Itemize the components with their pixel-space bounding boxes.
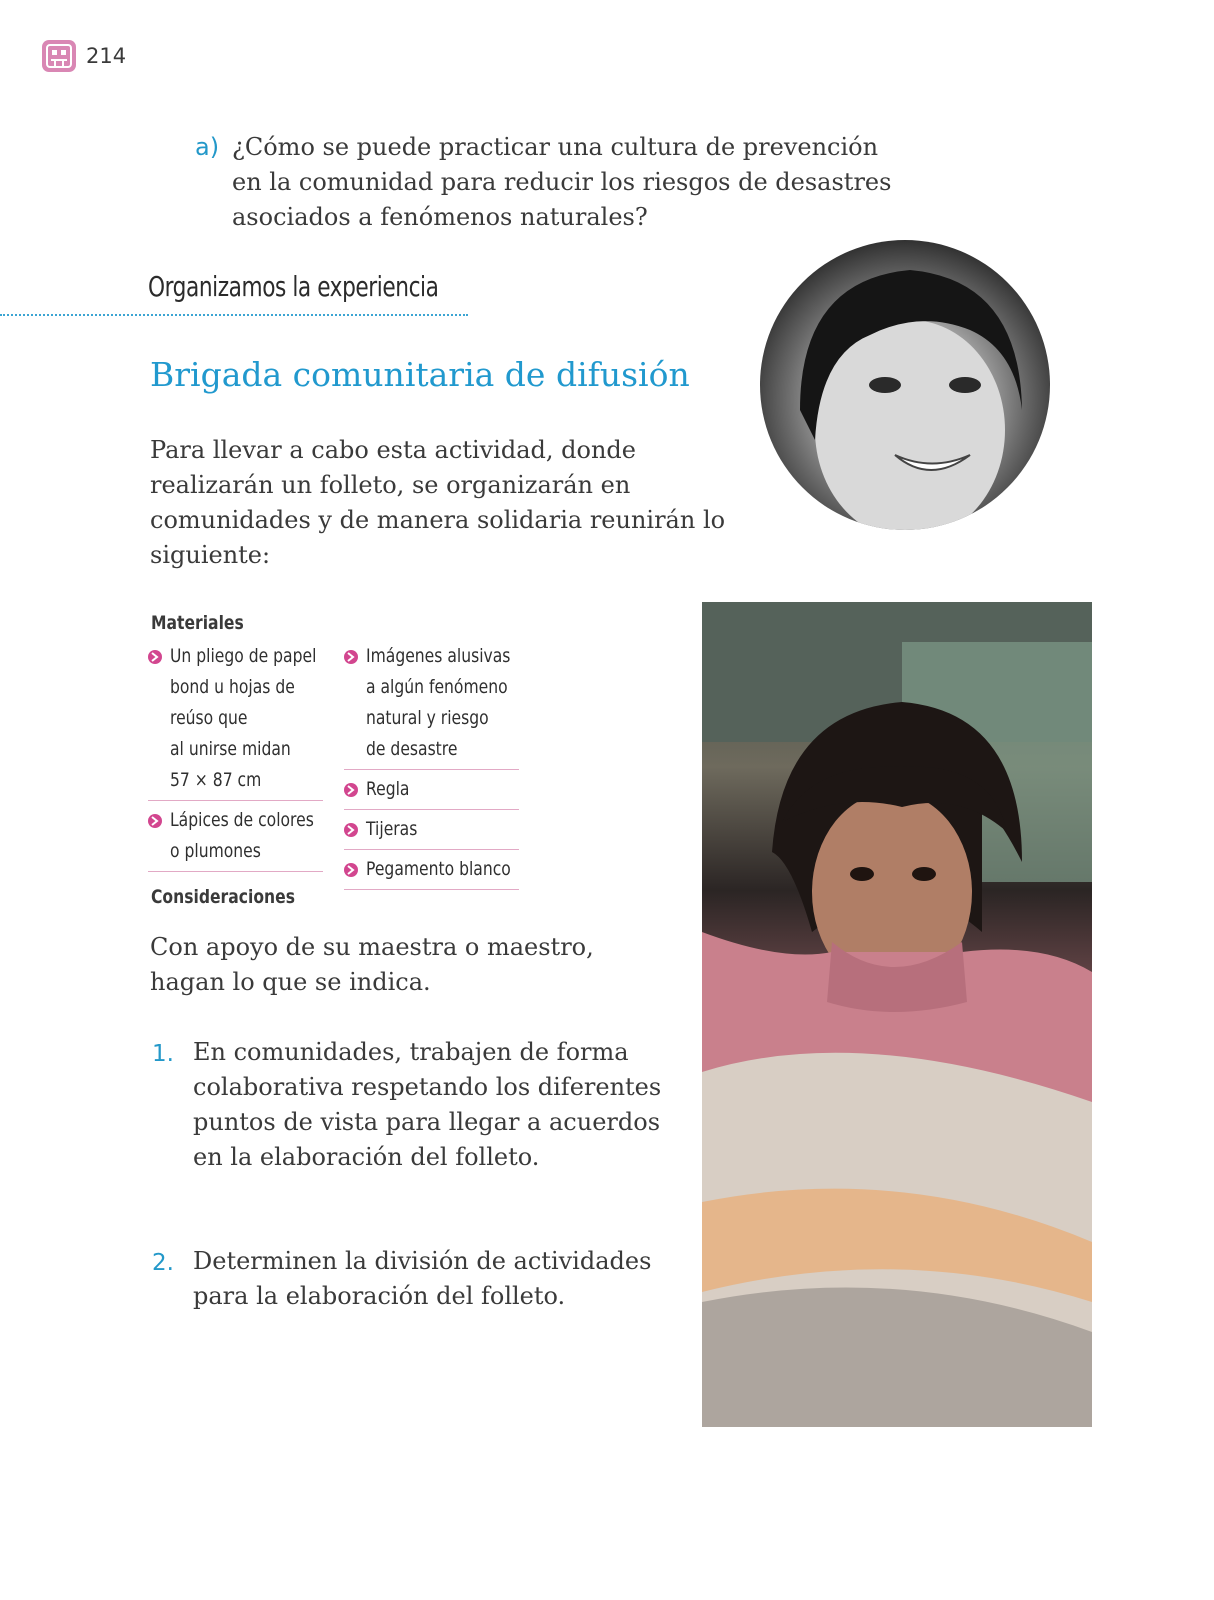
activity-title: Brigada comunitaria de difusión	[150, 355, 690, 394]
list-item: Pegamento blanco	[344, 854, 519, 890]
chevron-right-icon	[148, 814, 162, 828]
question-letter: a)	[195, 133, 220, 161]
materials-list-left	[148, 641, 323, 876]
materials-list-right	[344, 641, 519, 894]
student-with-book-photo	[702, 602, 1092, 1427]
page-number: 214	[86, 44, 127, 68]
chevron-right-icon	[344, 783, 358, 797]
considerations-text: Con apoyo de su maestra o maestro, hagan lo que se indica.	[150, 933, 594, 996]
section-divider	[0, 314, 468, 316]
materials-title: Materiales	[151, 612, 244, 634]
girl-portrait-photo	[760, 240, 1050, 530]
intro-paragraph: Para llevar a cabo esta actividad, donde realizarán un folleto, se organizarán en comunidades y de manera solidaria reunirán lo siguiente:	[150, 436, 726, 569]
list-item: Regla	[344, 774, 519, 810]
step-text: Determinen la división de actividades para la elaboración del folleto.	[193, 1247, 652, 1310]
chevron-right-icon	[344, 863, 358, 877]
list-item: Lápices de colores o plumones	[148, 805, 323, 872]
considerations-title: Consideraciones	[151, 886, 295, 908]
chevron-right-icon	[344, 650, 358, 664]
section-heading: Organizamos la experiencia	[148, 270, 439, 303]
step-number: 1.	[152, 1041, 174, 1067]
chevron-right-icon	[344, 823, 358, 837]
step-text: En comunidades, trabajen de forma colaborativa respetando los diferentes puntos de vista para llegar a acuerdos en la elaboración del folleto.	[193, 1038, 662, 1171]
list-item: Imágenes alusivas a algún fenómeno natural y riesgo de desastre	[344, 641, 519, 770]
codex-glyph-icon	[42, 40, 76, 72]
list-item: Tijeras	[344, 814, 519, 850]
list-item: Un pliego de papel bond u hojas de reúso que al unirse midan 57 × 87 cm	[148, 641, 323, 801]
chevron-right-icon	[148, 650, 162, 664]
step-number: 2.	[152, 1250, 174, 1276]
question-text: ¿Cómo se puede practicar una cultura de prevención en la comunidad para reducir los riesgos de desastres asociados a fenómenos naturales?	[232, 133, 892, 231]
